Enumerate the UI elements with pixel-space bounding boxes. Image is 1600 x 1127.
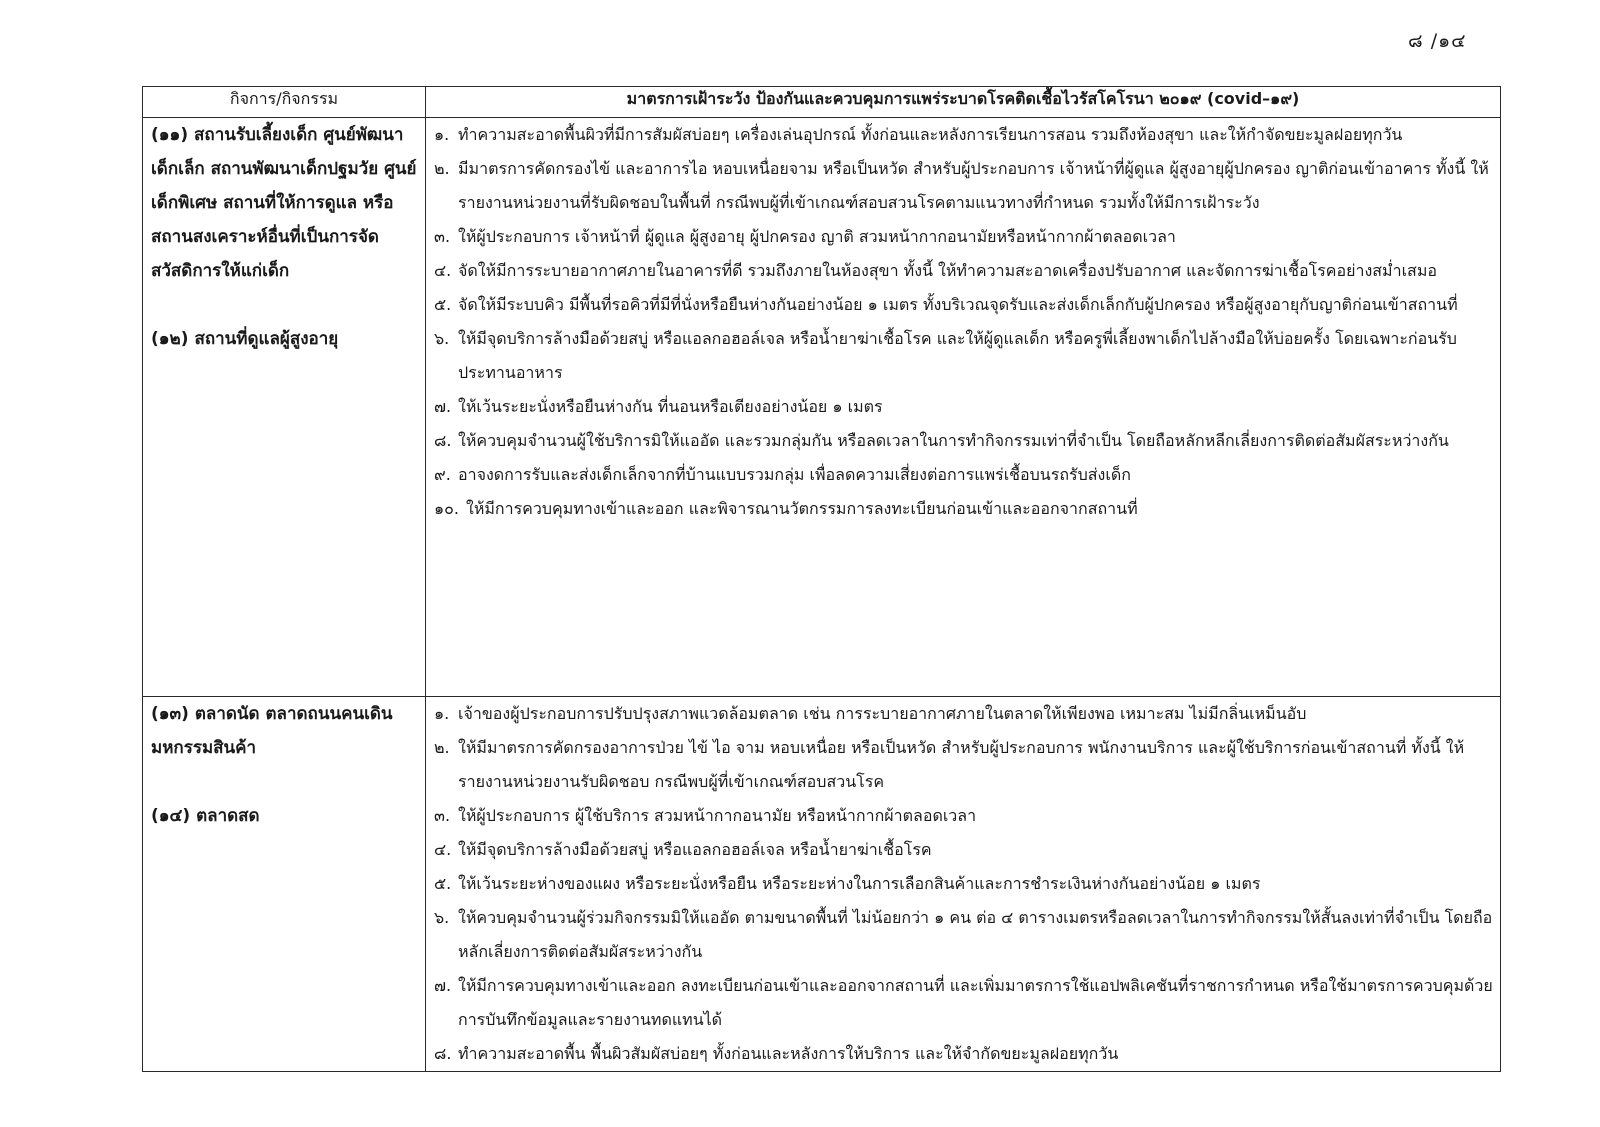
measures-cell [426,697,1501,1072]
measure-text: จัดให้มีการระบายอากาศภายในอาคารที่ดี รวมถึงภายในห้องสุขา ทั้งนี้ ให้ทำความสะอาดเครื่องปรับอากาศ และจัดการฆ่าเชื้อโรคอย่างสม่ำเสมอ [458,261,1437,280]
activity-item: (๑๒) สถานที่ดูแลผู้สูงอายุ [151,329,339,349]
measure-text: ให้มีจุดบริการล้างมือด้วยสบู่ หรือแอลกอฮอล์เจล หรือน้ำยาฆ่าเชื้อโรค และให้ผู้ดูแลเด็ก หรือครูพี่เลี้ยงพาเด็กไปล้างมือให้บ่อยครั้ง โดยเฉพาะก่อนรับประทานอาหาร [458,329,1457,382]
measure-number: ๗. [434,976,452,995]
measures-table [142,86,1501,1072]
measure-item [434,731,1494,799]
measure-number: ๓. [434,806,451,825]
measure-number: ๑. [434,125,450,144]
measure-text: อาจงดการรับและส่งเด็กเล็กจากที่บ้านแบบรวมกลุ่ม เพื่อลดความเสี่ยงต่อการแพร่เชื้อบนรถรับส่งเด็ก [458,465,1131,484]
activity-item: (๑๓) ตลาดนัด ตลาดถนนคนเดินมหกรรมสินค้า [151,704,393,758]
activity-cell [143,697,426,1072]
measure-number: ๖. [434,908,450,927]
measure-item [434,833,1494,867]
measure-text: ให้ควบคุมจำนวนผู้ใช้บริการมิให้แออัด และรวมกลุ่มกัน หรือลดเวลาในการทำกิจกรรมเท่าที่จำเป็น โดยถือหลักหลีกเลี่ยงการติดต่อสัมผัสระหว่างกัน [458,431,1449,450]
table-header-row [143,87,1501,118]
table-row [143,118,1501,697]
measure-text: ทำความสะอาดพื้น พื้นผิวสัมผัสบ่อยๆ ทั้งก่อนและหลังการให้บริการ และให้จำกัดขยะมูลฝอยทุกวัน [458,1044,1119,1063]
measure-item [434,390,1494,424]
measure-text: ทำความสะอาดพื้นผิวที่มีการสัมผัสบ่อยๆ เครื่องเล่นอุปกรณ์ ทั้งก่อนและหลังการเรียนการสอน รวมถึงห้องสุขา และให้กำจัดขยะมูลฝอยทุกวัน [458,125,1403,144]
page-number: ๘ /๑๔ [1408,30,1467,52]
measure-item [434,697,1494,731]
measure-number: ๖. [434,329,450,348]
measure-item [434,492,1494,526]
measure-text: ให้ผู้ประกอบการ ผู้ใช้บริการ สวมหน้ากากอนามัย หรือหน้ากากผ้าตลอดเวลา [458,806,977,825]
measure-text: ให้มีมาตรการคัดกรองอาการป่วย ไข้ ไอ จาม หอบเหนื่อย หรือเป็นหวัด สำหรับผู้ประกอบการ พนักงานบริการ และผู้ใช้บริการก่อนเข้าสถานที่ ทั้งนี้ ให้รายงานหน่วยงานรับผิดชอบ กรณีพบผู้ที่เข้าเกณฑ์สอบสวนโรค [458,738,1465,791]
measure-item [434,152,1494,220]
activity-item: (๑๑) สถานรับเลี้ยงเด็ก ศูนย์พัฒนาเด็กเล็ก สถานพัฒนาเด็กปฐมวัย ศูนย์เด็กพิเศษ สถานที่ให้การดูแล หรือสถานสงเคราะห์อื่นที่เป็นการจัดสวัสดิการให้แก่เด็ก [151,125,417,281]
measure-item [434,254,1494,288]
measure-item [434,288,1494,322]
measure-item [434,969,1494,1037]
measure-text: ให้มีการควบคุมทางเข้าและออก ลงทะเบียนก่อนเข้าและออกจากสถานที่ และเพิ่มมาตรการใช้แอปพลิเคชันที่ราชการกำหนด หรือใช้มาตรการควบคุมด้วยการบันทึกข้อมูลและรายงานทดแทนได้ [458,976,1493,1029]
measure-number: ๙. [434,465,451,484]
measure-number: ๑. [434,704,450,723]
measure-item [434,458,1494,492]
measure-text: ให้ผู้ประกอบการ เจ้าหน้าที่ ผู้ดูแล ผู้สูงอายุ ผู้ปกครอง ญาติ สวมหน้ากากอนามัยหรือหน้ากากผ้าตลอดเวลา [458,227,1176,246]
measure-number: ๗. [434,397,452,416]
measure-item [434,901,1494,969]
measure-item [434,322,1494,390]
measure-number: ๘. [434,431,452,450]
measure-text: เจ้าของผู้ประกอบการปรับปรุงสภาพแวดล้อมตลาด เช่น การระบายอากาศภายในตลาดให้เพียงพอ เหมาะสม ไม่มีกลิ่นเหม็นอับ [458,704,1307,723]
header-activity: กิจการ/กิจกรรม [143,87,426,118]
measure-item [434,867,1494,901]
measure-number: ๕. [434,874,452,893]
measure-number: ๓. [434,227,451,246]
measure-number: ๔. [434,840,452,859]
measure-item [434,1037,1494,1071]
table-row [143,697,1501,1072]
measure-text: ให้ควบคุมจำนวนผู้ร่วมกิจกรรมมิให้แออัด ตามขนาดพื้นที่ ไม่น้อยกว่า ๑ คน ต่อ ๔ ตารางเมตรหรือลดเวลาในการทำกิจกรรมให้สั้นลงเท่าที่จำเป็น โดยถือหลักเลี่ยงการติดต่อสัมผัสระหว่างกัน [458,908,1493,961]
measure-number: ๒. [434,159,450,178]
measure-number: ๔. [434,261,452,280]
measure-item [434,799,1494,833]
measure-number: ๒. [434,738,450,757]
activity-item: (๑๔) ตลาดสด [151,806,260,826]
measure-text: ให้มีการควบคุมทางเข้าและออก และพิจารณานวัตกรรมการลงทะเบียนก่อนเข้าและออกจากสถานที่ [466,499,1138,518]
measure-number: ๕. [434,295,452,314]
activity-cell [143,118,426,697]
measure-text: ให้มีจุดบริการล้างมือด้วยสบู่ หรือแอลกอฮอล์เจล หรือน้ำยาฆ่าเชื้อโรค [458,840,932,859]
measure-number: ๘. [434,1044,452,1063]
header-measures: มาตรการเฝ้าระวัง ป้องกันและควบคุมการแพร่ระบาดโรคติดเชื้อไวรัสโคโรนา ๒๐๑๙ (covid–๑๙) [426,87,1501,118]
measure-item [434,118,1494,152]
measure-text: ให้เว้นระยะนั่งหรือยืนห่างกัน ที่นอนหรือเตียงอย่างน้อย ๑ เมตร [458,397,883,416]
measure-text: มีมาตรการคัดกรองไข้ และอาการไอ หอบเหนื่อยจาม หรือเป็นหวัด สำหรับผู้ประกอบการ เจ้าหน้าที่ผู้ดูแล ผู้สูงอายุผู้ปกครอง ญาติก่อนเข้าอาคาร ทั้งนี้ ให้รายงานหน่วยงานที่รับผิดชอบในพื้นที่ กรณีพบผู้ที่เข้าเกณฑ์สอบสวนโรคตามแนวทางที่กำหนด รวมทั้งให้มีการเฝ้าระวัง [458,159,1489,212]
measure-number: ๑๐. [434,499,460,518]
measure-item [434,220,1494,254]
measures-cell [426,118,1501,697]
measure-text: จัดให้มีระบบคิว มีพื้นที่รอคิวที่มีที่นั่งหรือยืนห่างกันอย่างน้อย ๑ เมตร ทั้งบริเวณจุดรับและส่งเด็กเล็กกับผู้ปกครอง หรือผู้สูงอายุกับญาติก่อนเข้าสถานที่ [458,295,1458,314]
measure-item [434,424,1494,458]
measure-text: ให้เว้นระยะห่างของแผง หรือระยะนั่งหรือยืน หรือระยะห่างในการเลือกสินค้าและการชำระเงินห่างกันอย่างน้อย ๑ เมตร [458,874,1261,893]
